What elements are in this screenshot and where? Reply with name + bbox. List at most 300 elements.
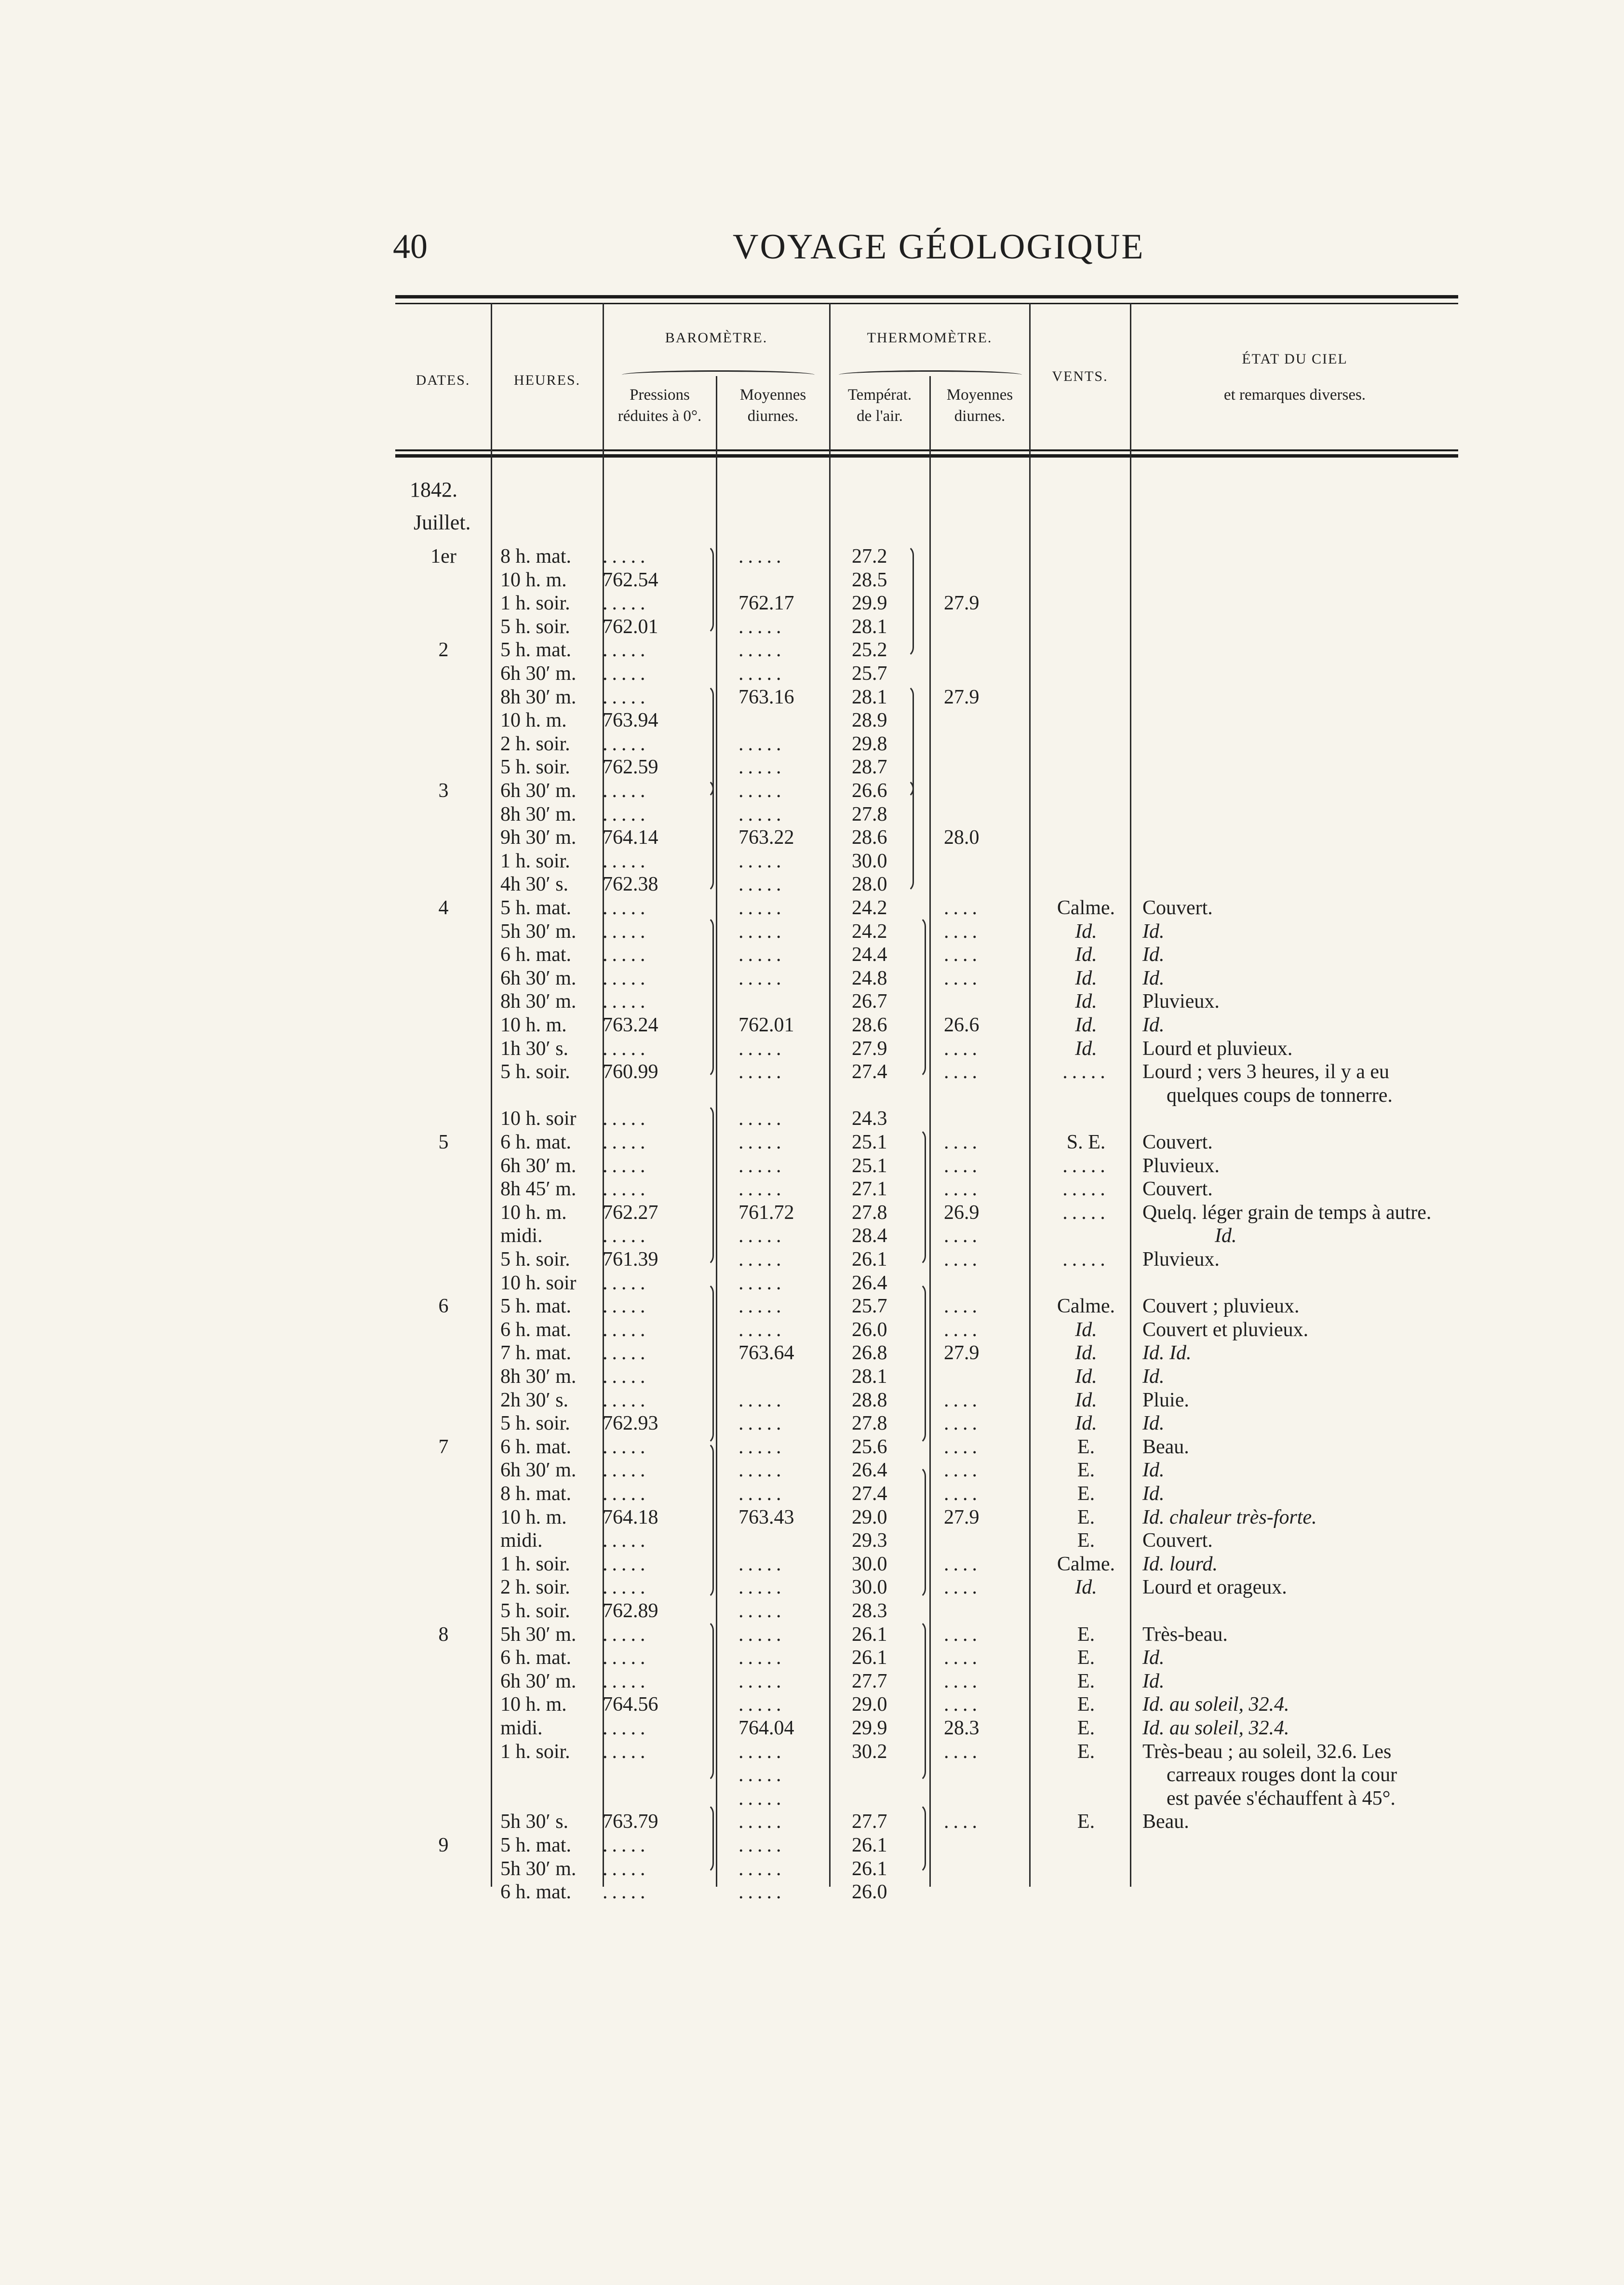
vent-cell: E. [1077,1435,1095,1458]
temperature-moyenne-cell: .... [944,1576,981,1599]
vent-cell: ..... [1062,1061,1110,1083]
header-temperat: Températ. [847,386,912,404]
pression-moyenne-cell: 764.04 [738,1717,794,1739]
etat-cell: Couvert. [1142,1131,1213,1153]
temperature-cell: 30.2 [852,1740,887,1763]
pression-moyenne-cell: ..... [738,1576,786,1599]
pression-moyenne-cell: ..... [738,803,786,825]
table-row [395,545,1458,568]
pression-moyenne-cell: ..... [738,756,786,779]
pression-moyenne-cell: ..... [738,1389,786,1411]
heure-cell: 6 h. mat. [500,1435,571,1458]
pression-cell: ..... [603,732,650,755]
pression-cell: ..... [603,1435,650,1458]
heure-cell: 5 h. mat. [500,897,571,919]
pression-cell: ..... [603,545,650,568]
year-label: 1842. [410,478,457,501]
vent-cell: Id. [1075,990,1097,1013]
heure-cell: 1 h. soir. [500,1553,570,1575]
vent-cell: E. [1077,1529,1095,1552]
date-cell: 4 [438,897,449,919]
pression-cell: ..... [603,1295,650,1318]
header-pressions: Pressions [630,386,690,404]
temperature-moyenne-cell: 28.0 [944,826,980,849]
heure-cell: 5 h. mat. [500,1834,571,1856]
etat-cell: Couvert. [1142,1178,1213,1201]
date-cell: 6 [438,1295,449,1318]
temperature-cell: 28.5 [852,568,887,591]
table-row [395,615,1458,638]
heure-cell: 6h 30′ m. [500,1154,577,1177]
temperature-cell: 28.0 [852,873,887,896]
temperature-moyenne-cell: .... [944,1131,981,1153]
heure-cell: 6h 30′ m. [500,1670,577,1692]
pression-cell: 760.99 [603,1061,658,1083]
header-reduites: réduites à 0°. [617,407,702,425]
temperature-moyenne-cell: .... [944,1647,981,1669]
vent-cell: S. E. [1066,1131,1106,1153]
temperature-moyenne-cell: 26.6 [944,1014,980,1036]
heure-cell: midi. [500,1225,543,1247]
heure-cell: 10 h. m. [500,709,567,732]
pression-cell: 762.27 [603,1201,658,1224]
pression-moyenne-cell: ..... [738,944,786,966]
temperature-cell: 24.4 [852,944,887,966]
pression-cell: 762.59 [603,756,658,779]
heure-cell: 10 h. m. [500,1693,567,1716]
temperature-cell: 26.8 [852,1342,887,1365]
heure-cell: 5h 30′ m. [500,1857,577,1880]
page-title: VOYAGE GÉOLOGIQUE [733,227,1145,267]
pression-cell: ..... [603,1037,650,1060]
etat-cell: Beau. [1142,1435,1189,1458]
etat-cell: Beau. [1142,1811,1189,1833]
header-rule-1 [395,449,1458,451]
etat-cell: Très-beau ; au soleil, 32.6. Les [1142,1740,1392,1763]
vent-cell: E. [1077,1459,1095,1482]
vent-cell: E. [1077,1740,1095,1763]
temperature-cell: 26.1 [852,1248,887,1271]
etat-cell: Pluvieux. [1142,1248,1220,1271]
temperature-cell: 29.0 [852,1506,887,1528]
table-row [395,1529,1458,1552]
pression-moyenne-cell: ..... [738,1037,786,1060]
table-row [395,1318,1458,1341]
heure-cell: 4h 30′ s. [500,873,569,896]
vent-cell: E. [1077,1506,1095,1528]
temperature-cell: 25.7 [852,1295,887,1318]
temperature-cell: 25.2 [852,639,887,662]
temperature-moyenne-cell: 27.9 [944,592,980,615]
header-de-lair: de l'air. [857,407,903,425]
pression-cell: ..... [603,1483,650,1505]
etat-cell: Id. [1142,920,1165,943]
heure-cell: 5 h. mat. [500,1295,571,1318]
pression-cell: ..... [603,1225,650,1247]
vent-cell: Id. [1075,1342,1097,1365]
pression-moyenne-cell: 763.43 [738,1506,794,1528]
pression-cell: 762.54 [603,568,658,591]
etat-cell: Id. [1215,1225,1237,1247]
temperature-moyenne-cell: 26.9 [944,1201,980,1224]
header-diurnes-b: diurnes. [747,407,799,425]
pression-cell: ..... [603,897,650,919]
header-heures: HEURES. [513,372,581,388]
pression-cell: 762.89 [603,1600,658,1622]
temperature-cell: 27.8 [852,1412,887,1435]
temperature-moyenne-cell: .... [944,1318,981,1341]
etat-cell: Id. au soleil, 32.4. [1142,1693,1289,1716]
temperature-cell: 30.0 [852,850,887,872]
page-number: 40 [393,227,428,266]
pression-cell: ..... [603,1881,650,1904]
heure-cell: 6h 30′ m. [500,780,577,802]
pression-moyenne-cell: ..... [738,920,786,943]
etat-cell: Couvert. [1142,897,1213,919]
temperature-cell: 27.4 [852,1483,887,1505]
table-row [395,1365,1458,1388]
pression-moyenne-cell: ..... [738,1412,786,1435]
vent-cell: E. [1077,1483,1095,1505]
etat-cell: Très-beau. [1142,1623,1228,1646]
heure-cell: 6 h. mat. [500,1647,571,1669]
temperature-moyenne-cell: .... [944,1435,981,1458]
table-row [395,1857,1458,1880]
temperature-moyenne-cell: .... [944,1459,981,1482]
heure-cell: 5 h. mat. [500,639,571,662]
temperature-moyenne-cell: 28.3 [944,1717,980,1739]
heure-cell: 5h 30′ s. [500,1811,569,1833]
etat-cell: Id. [1142,1366,1165,1388]
pression-moyenne-cell: ..... [738,1248,786,1271]
table-row [395,1201,1458,1224]
pression-cell: ..... [603,967,650,989]
etat-cell: Pluvieux. [1142,1154,1220,1177]
heure-cell: 6 h. mat. [500,1881,571,1904]
table-row [395,1389,1458,1412]
pression-cell: ..... [603,780,650,802]
etat-cell: Lourd et orageux. [1142,1576,1287,1599]
table-row [395,1014,1458,1037]
heure-cell: 10 h. m. [500,1506,567,1528]
etat-cell: Pluvieux. [1142,990,1220,1013]
pression-cell: ..... [603,1389,650,1411]
pression-cell: 764.18 [603,1506,658,1528]
pression-cell: ..... [603,1576,650,1599]
header-vents: VENTS. [1052,368,1108,384]
table-row [395,920,1458,943]
temperature-cell: 27.2 [852,545,887,568]
barometre-brace [622,370,815,379]
table-row [395,1623,1458,1646]
temperature-cell: 27.8 [852,803,887,825]
heure-cell: 10 h. soir [500,1108,577,1130]
table-row [395,1482,1458,1505]
heure-cell: 8h 30′ m. [500,686,577,708]
heure-cell: 2 h. soir. [500,1576,570,1599]
vent-cell: E. [1077,1647,1095,1669]
table-row [395,1740,1458,1763]
temperature-cell: 26.6 [852,780,887,802]
etat-cell: Couvert et pluvieux. [1142,1318,1309,1341]
table-row [395,896,1458,919]
pression-moyenne-cell: ..... [738,615,786,638]
temperature-moyenne-cell: .... [944,920,981,943]
temperature-cell: 27.4 [852,1061,887,1083]
pression-moyenne-cell: ..... [738,1647,786,1669]
heure-cell: 8 h. mat. [500,1483,571,1505]
pression-cell: ..... [603,1271,650,1294]
etat-cell: Id. [1142,1014,1165,1036]
pression-moyenne-cell: ..... [738,1483,786,1505]
pression-moyenne-cell: ..... [738,663,786,685]
temperature-cell: 26.1 [852,1857,887,1880]
date-cell: 2 [438,639,449,662]
temperature-cell: 27.9 [852,1037,887,1060]
etat-cell: Pluie. [1142,1389,1189,1411]
table-row [395,1576,1458,1599]
table-row [395,1248,1458,1271]
header-moyennes-t: Moyennes [946,386,1013,404]
pression-cell: 761.39 [603,1248,658,1271]
vent-cell: ..... [1062,1248,1110,1271]
pression-moyenne-cell: 763.22 [738,826,794,849]
etat-cell: Id. Id. [1142,1342,1192,1365]
table-row [395,1224,1458,1247]
pression-cell: ..... [603,1834,650,1856]
heure-cell: 5 h. soir. [500,1412,570,1435]
table-row [395,709,1458,732]
temperature-cell: 28.7 [852,756,887,779]
etat-cell: Id. [1142,967,1165,989]
temperature-moyenne-cell: .... [944,1389,981,1411]
heure-cell: midi. [500,1717,543,1739]
etat-cell: Couvert. [1142,1529,1213,1552]
pression-cell: ..... [603,639,650,662]
temperature-cell: 27.1 [852,1178,887,1201]
heure-cell: 6 h. mat. [500,1131,571,1153]
table-row [395,1810,1458,1833]
pression-moyenne-cell: ..... [738,545,786,568]
pression-moyenne-cell: ..... [738,850,786,872]
vent-cell: Id. [1075,1014,1097,1036]
temperature-cell: 28.1 [852,615,887,638]
temperature-cell: 28.3 [852,1600,887,1622]
table-row [395,850,1458,873]
heure-cell: 6h 30′ m. [500,663,577,685]
table-row [395,873,1458,896]
temperature-moyenne-cell: .... [944,1178,981,1201]
heure-cell: 2h 30′ s. [500,1389,569,1411]
top-rule-thin [395,303,1458,304]
etat-cell: quelques coups de tonnerre. [1167,1084,1393,1107]
pression-moyenne-cell: ..... [738,1178,786,1201]
pression-moyenne-cell: ..... [738,1131,786,1153]
vent-cell: Id. [1075,1366,1097,1388]
temperature-cell: 25.6 [852,1435,887,1458]
date-cell: 5 [438,1131,449,1153]
pression-moyenne-cell: 763.16 [738,686,794,708]
etat-cell: Id. [1142,944,1165,966]
pression-cell: ..... [603,1318,650,1341]
table-row [395,638,1458,662]
temperature-moyenne-cell: .... [944,944,981,966]
vent-cell: Calme. [1057,897,1115,919]
vent-cell: Id. [1075,920,1097,943]
heure-cell: 10 h. soir [500,1271,577,1294]
pression-moyenne-cell: ..... [738,1459,786,1482]
pression-cell: ..... [603,1717,650,1739]
heure-cell: 2 h. soir. [500,732,570,755]
pression-moyenne-cell: ..... [738,1061,786,1083]
heure-cell: 8h 45′ m. [500,1178,577,1201]
etat-cell: carreaux rouges dont la cour [1167,1764,1397,1786]
pression-moyenne-cell: ..... [738,1225,786,1247]
table-row [395,1177,1458,1201]
pression-moyenne-cell: ..... [738,732,786,755]
temperature-cell: 25.7 [852,663,887,685]
pression-cell: ..... [603,1647,650,1669]
temperature-moyenne-cell: .... [944,1693,981,1716]
table-row [395,568,1458,592]
table-row [395,1271,1458,1295]
temperature-cell: 26.1 [852,1647,887,1669]
table-row [395,1506,1458,1529]
pression-moyenne-cell: ..... [738,1834,786,1856]
pression-moyenne-cell: ..... [738,1693,786,1716]
heure-cell: 5 h. soir. [500,1248,570,1271]
etat-cell: Id. au soleil, 32.4. [1142,1717,1289,1739]
pression-moyenne-cell: ..... [738,639,786,662]
temperature-cell: 26.4 [852,1459,887,1482]
pression-cell: ..... [603,1553,650,1575]
temperature-cell: 24.8 [852,967,887,989]
heure-cell: 6 h. mat. [500,944,571,966]
heure-cell: 8h 30′ m. [500,803,577,825]
heure-cell: 1 h. soir. [500,592,570,615]
vent-cell: Id. [1075,944,1097,966]
pression-cell: 762.38 [603,873,658,896]
vent-cell: Id. [1075,1576,1097,1599]
heure-cell: 10 h. m. [500,568,567,591]
heure-cell: 1h 30′ s. [500,1037,569,1060]
vent-cell: E. [1077,1623,1095,1646]
temperature-cell: 24.3 [852,1108,887,1130]
temperature-moyenne-cell: .... [944,1248,981,1271]
table-row [395,1459,1458,1482]
table-row [395,1412,1458,1435]
heure-cell: 8h 30′ m. [500,990,577,1013]
pression-moyenne-cell: ..... [738,1154,786,1177]
temperature-cell: 24.2 [852,897,887,919]
heure-cell: 1 h. soir. [500,850,570,872]
pression-cell: ..... [603,1670,650,1692]
vent-cell: ..... [1062,1154,1110,1177]
pression-moyenne-cell: 761.72 [738,1201,794,1224]
vent-cell: E. [1077,1717,1095,1739]
date-cell: 7 [438,1435,449,1458]
table-row [395,1154,1458,1177]
table-row [395,990,1458,1013]
table-row [395,756,1458,779]
temperature-cell: 30.0 [852,1553,887,1575]
month-label: Juillet. [414,511,471,534]
temperature-cell: 28.1 [852,686,887,708]
pression-cell: ..... [603,944,650,966]
vent-cell: Id. [1075,1389,1097,1411]
temperature-moyenne-cell: .... [944,1740,981,1763]
temperature-moyenne-cell: .... [944,1061,981,1083]
table-row [395,1646,1458,1669]
temperature-cell: 26.1 [852,1623,887,1646]
table-row [395,1435,1458,1459]
table-row [395,1084,1458,1107]
temperature-moyenne-cell: .... [944,1623,981,1646]
top-rule-thick [395,295,1458,298]
table-row [395,779,1458,802]
pression-moyenne-cell: ..... [738,1435,786,1458]
header-moyennes-b: Moyennes [739,386,806,404]
pression-cell: ..... [603,1459,650,1482]
pression-moyenne-cell: 763.64 [738,1342,794,1365]
heure-cell: 10 h. m. [500,1014,567,1036]
date-cell: 3 [438,780,449,802]
etat-cell: Lourd et pluvieux. [1142,1037,1293,1060]
pression-cell: ..... [603,1857,650,1880]
temperature-cell: 29.9 [852,1717,887,1739]
temperature-cell: 26.1 [852,1834,887,1856]
table-row [395,1060,1458,1083]
etat-cell: Quelq. léger grain de temps à autre. [1142,1201,1432,1224]
pression-moyenne-cell: ..... [738,780,786,802]
etat-cell: Id. [1142,1483,1165,1505]
pression-cell: ..... [603,803,650,825]
temperature-moyenne-cell: 27.9 [944,1342,980,1365]
heure-cell: 6h 30′ m. [500,1459,577,1482]
vent-cell: E. [1077,1811,1095,1833]
temperature-moyenne-cell: .... [944,967,981,989]
heure-cell: 5 h. soir. [500,1061,570,1083]
pression-moyenne-cell: ..... [738,1318,786,1341]
table-row [395,686,1458,709]
vent-cell: ..... [1062,1178,1110,1201]
vent-cell: E. [1077,1693,1095,1716]
temperature-moyenne-cell: .... [944,1670,981,1692]
pression-cell: ..... [603,920,650,943]
pression-moyenne-cell: ..... [738,1811,786,1833]
header-etat: ÉTAT DU CIEL [1242,351,1348,367]
pression-cell: ..... [603,1131,650,1153]
thermometre-brace [839,370,1022,379]
temperature-cell: 29.0 [852,1693,887,1716]
table-row [395,592,1458,615]
pression-moyenne-cell: ..... [738,1764,786,1786]
etat-cell: Lourd ; vers 3 heures, il y a eu [1142,1061,1390,1083]
heure-cell: 8h 30′ m. [500,1366,577,1388]
table-row [395,1763,1458,1786]
etat-cell: Id. [1142,1412,1165,1435]
table-row [395,1787,1458,1810]
vent-cell: Calme. [1057,1553,1115,1575]
table-row [395,1131,1458,1154]
heure-cell: 5 h. soir. [500,756,570,779]
temperature-moyenne-cell: 27.9 [944,686,980,708]
pression-moyenne-cell: 762.01 [738,1014,794,1036]
table-row [395,732,1458,756]
temperature-moyenne-cell: .... [944,897,981,919]
pression-cell: 763.94 [603,709,658,732]
table-row [395,1553,1458,1576]
